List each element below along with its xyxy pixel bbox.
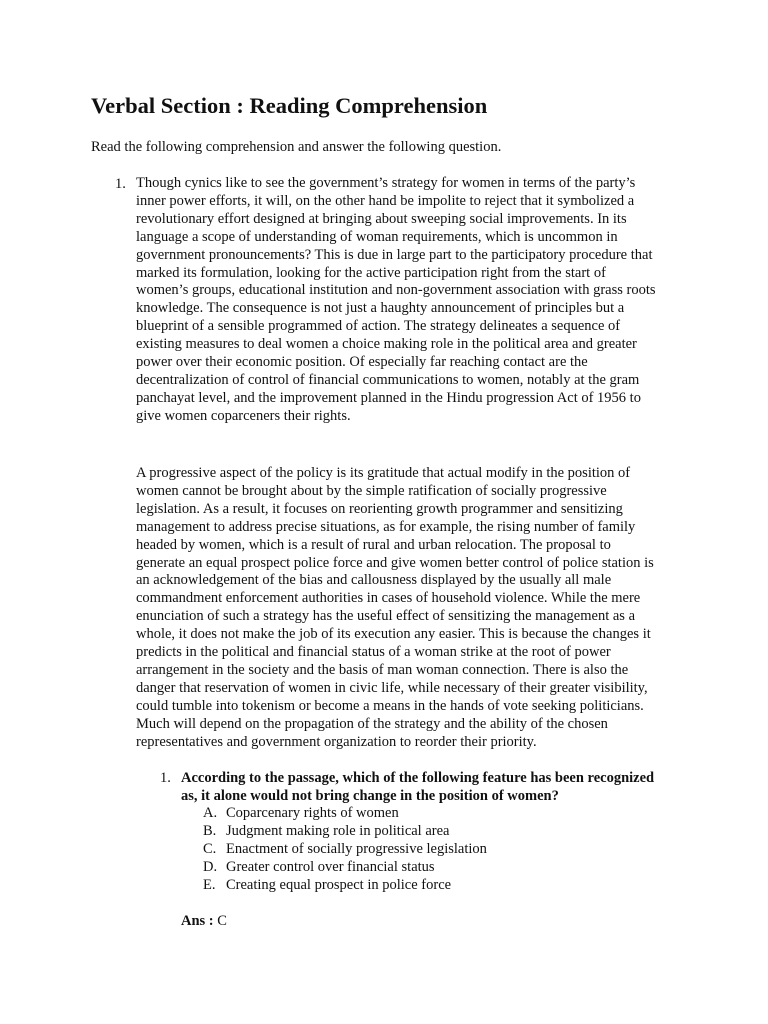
paragraph-line: management to address precise situations, as for example, the rising number of family — [136, 518, 636, 535]
paragraph-line: headed by women, which is a result of rural and urban relocation. The proposal to — [136, 536, 611, 553]
option-letter: E. — [203, 876, 216, 893]
question-line: as, it alone would not bring change in the position of women? — [181, 788, 559, 804]
paragraph-line: could tumble into tokenism or become a means in the hands of vote seeking politicians. — [136, 697, 644, 714]
paragraph-line: an acknowledgement of the bias and callousness displayed by the usually all male — [136, 572, 612, 589]
passage-paragraph-2 — [136, 465, 656, 752]
option-text: Enactment of socially progressive legislation — [226, 840, 487, 857]
paragraph-line: government pronouncements? This is due in large part to the participatory procedure that — [136, 246, 653, 263]
option-text: Creating equal prospect in police force — [226, 876, 452, 893]
paragraph-line: inner power efforts, it will, on the other hand be impolite to reject that it symbolized a — [136, 192, 635, 209]
paragraph-line: panchayat level, and the improvement planned in the Hindu progression Act of 1956 to — [136, 389, 641, 406]
answer-label: Ans : — [181, 913, 214, 929]
passage-number: 1. — [115, 176, 126, 192]
option-b — [203, 823, 487, 841]
answer-value: C — [217, 913, 227, 929]
paragraph-line: danger that reservation of women in civic life, while necessary of their greater visibility, — [136, 679, 648, 696]
page-title: Verbal Section : Reading Comprehension — [91, 93, 488, 118]
instructions-text: Read the following comprehension and answer the following question. — [91, 139, 502, 155]
option-letter: C. — [203, 840, 217, 857]
paragraph-line: arrangement in the society and the basis of man woman connection. There is also the — [136, 661, 629, 678]
answer-line — [181, 912, 227, 930]
paragraph-line: commandment enforcement authorities in cases of household violence. While the mere — [136, 590, 641, 607]
paragraph-line: revolutionary effort designed at bringing about sweeping social improvements. In its — [136, 210, 627, 227]
paragraph-line: decentralization of control of financial communications to women, notably at the gram — [136, 371, 640, 388]
paragraph-line: language a scope of understanding of woman requirements, which is uncommon in — [136, 228, 618, 245]
paragraph-line: knowledge. The consequence is not just a haughty announcement of principles but a — [136, 300, 625, 317]
question-text — [181, 769, 654, 805]
option-d — [203, 859, 487, 877]
option-a — [203, 805, 487, 823]
paragraph-line: A progressive aspect of the policy is its gratitude that actual modify in the position of — [136, 465, 631, 481]
paragraph-line: generate an equal prospect police force and give women better control of police station is — [136, 554, 654, 571]
option-text: Coparcenary rights of women — [226, 805, 399, 821]
option-text: Judgment making role in political area — [226, 822, 450, 839]
option-text: Greater control over financial status — [226, 858, 435, 875]
option-c — [203, 841, 487, 859]
option-letter: B. — [203, 822, 217, 839]
question-number: 1. — [160, 770, 171, 786]
passage-paragraph-1 — [136, 175, 656, 426]
paragraph-line: women cannot be brought about by the simple ratification of socially progressive — [136, 482, 607, 499]
paragraph-line: Though cynics like to see the government’s strategy for women in terms of the party’s — [136, 175, 636, 191]
paragraph-line: legislation. As a result, it focuses on reorienting growth programmer and sensitizing — [136, 500, 623, 517]
paragraph-line: blueprint of a sensible programmed of action. The strategy delineates a sequence of — [136, 318, 621, 335]
paragraph-line: enunciation of such a strategy has the useful effect of sensitizing the management as a — [136, 608, 636, 625]
option-letter: A. — [203, 805, 218, 821]
paragraph-line: women’s groups, educational institution and non-government association with grass roots — [136, 282, 656, 299]
paragraph-line: marked its formulation, looking for the active participation right from the start of — [136, 264, 606, 281]
paragraph-line: predicts in the political and financial status of a woman strike at the root of power — [136, 644, 611, 661]
paragraph-line: give women coparceners their rights. — [136, 407, 351, 424]
answer-options — [203, 805, 487, 895]
paragraph-line: whole, it does not make the job of its execution any easier. This is because the changes it — [136, 626, 651, 643]
option-letter: D. — [203, 858, 218, 875]
paragraph-line: existing measures to deal women a choice making role in the political area and greater — [136, 336, 637, 353]
paragraph-line: power over their economic position. Of especially far reaching contact are the — [136, 354, 588, 371]
question-line: According to the passage, which of the following feature has been recognized — [181, 770, 655, 786]
paragraph-line: representatives and government organization to reorder their priority. — [136, 733, 537, 750]
option-e — [203, 877, 487, 895]
paragraph-line: Much will depend on the propagation of the strategy and the ability of the chosen — [136, 715, 608, 732]
